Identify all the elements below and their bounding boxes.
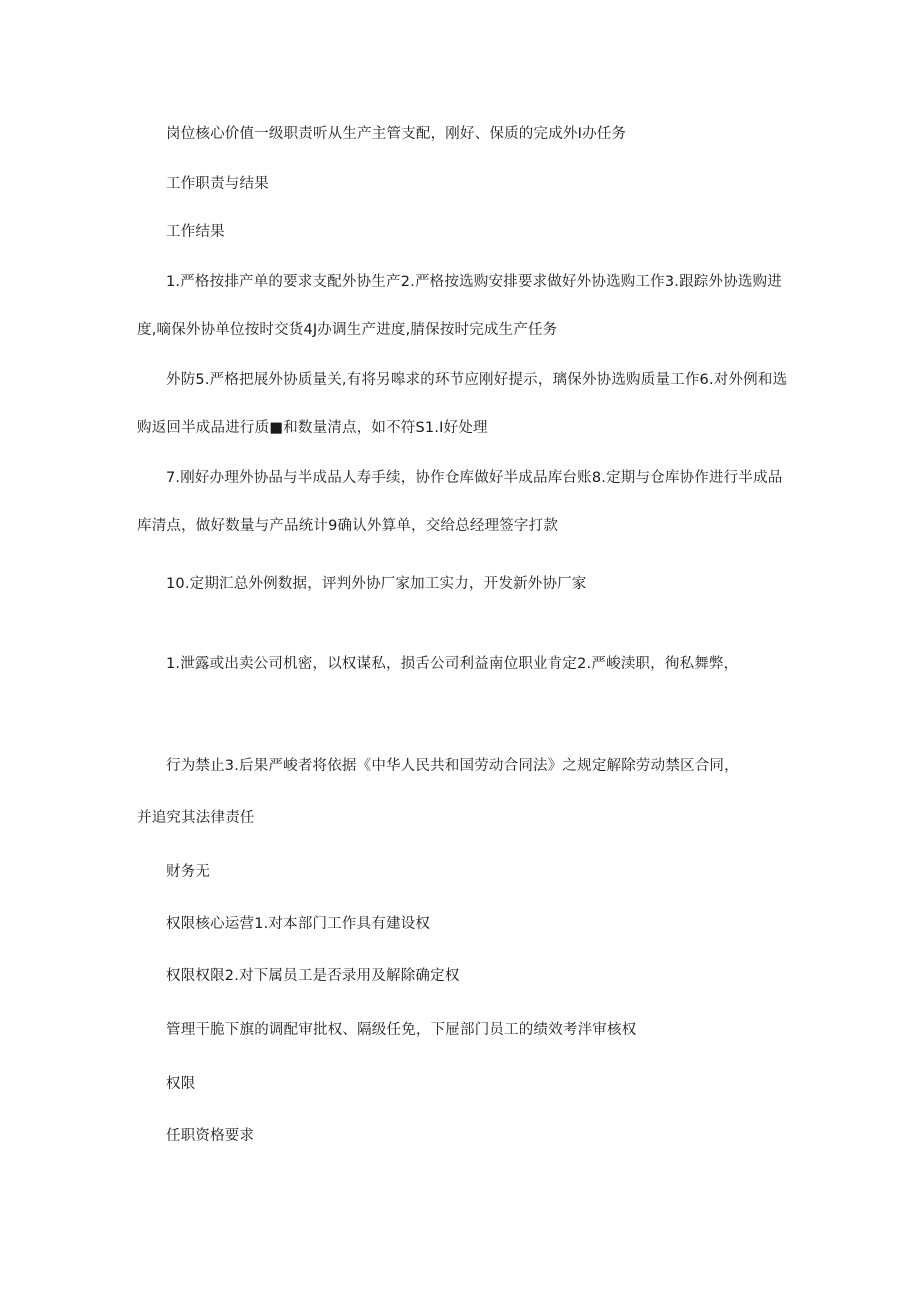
- text-line-duty-7: 7.刚好办理外协品与半成品人寿手续，协作仓库做好半成品库台账8.定期与仓库协作进行半成品: [166, 470, 783, 486]
- text-line-qualifications: 任职资格要求: [166, 1128, 255, 1144]
- text-line-prohibition-3: 行为禁止3.后果严峻者将依据《中华人民共和国劳动合同法》之规定解除劳动禁区合同，: [166, 758, 739, 774]
- text-line-results-heading: 工作结果: [166, 224, 225, 240]
- text-line-duty-5-cont: 购返回半成品进行质■和数量清点，如不符S1.I好处理: [137, 420, 488, 436]
- text-line-duty-1-cont: 度,嘀保外协单位按时交货4J办调生产进度,腈保按时完成生产任务: [137, 322, 558, 338]
- text-line-duty-1: 1.严格按排产单的要求支配外协生产2.严格按选购安排要求做好外协选购工作3.跟踪外协选购进: [166, 274, 782, 290]
- text-line-authority-label: 权限: [166, 1076, 196, 1092]
- text-line-prohibition-1: 1.泄露或出卖公司机密，以权谋私，损舌公司利益南位职业肯定2.严峻渎职，徇私舞弊，: [166, 656, 739, 672]
- text-line-duty-7-cont: 库清点，做好数量与产品统计9确认外算单，交给总经理签字打款: [137, 518, 559, 534]
- text-line-duties-heading: 工作职责与结果: [166, 176, 269, 192]
- text-line-management: 管理干脆下旗的调配审批权、隔级任免，下屉部门员工的绩效考泮审核权: [166, 1022, 637, 1038]
- text-line-authority-2: 权限权限2.对下属员工是否录用及解除确定权: [166, 968, 460, 984]
- text-line-duty-5: 外防5.严格把展外协质量关,有将另嗥求的环节应刚好提示，璃保外协选购质量工作6.对外例和选: [166, 372, 788, 388]
- text-line-duty-10: 10.定期汇总外例数据，评判外协厂家加工实力，开发新外协厂家: [166, 576, 587, 592]
- text-line-authority-1: 权限核心运营1.对本部门工作具有建设权: [166, 916, 431, 932]
- text-line-core-value: 岗位核心价值一级职责听从生产主管支配，刚好、保质的完成外I办任务: [166, 126, 627, 142]
- text-line-legal-liability: 并追究其法律责任: [137, 810, 255, 826]
- text-line-finance: 财务无: [166, 864, 211, 880]
